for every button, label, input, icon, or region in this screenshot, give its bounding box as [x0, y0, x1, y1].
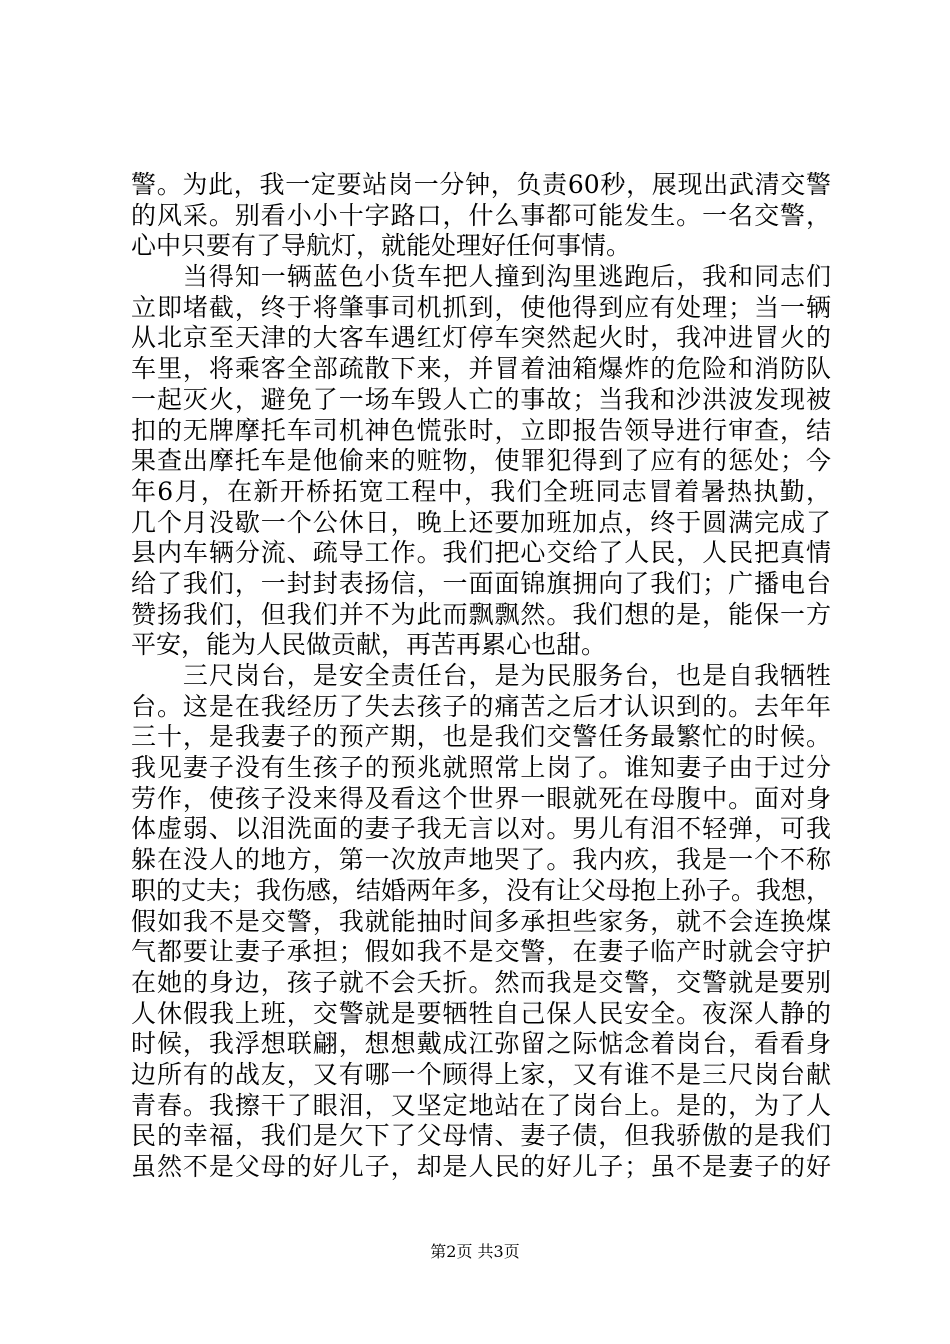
text-line: 扣的无牌摩托车司机神色慌张时，立即报告领导进行审查，结	[131, 415, 831, 445]
text-line: 三尺岗台，是安全责任台，是为民服务台，也是自我牺牲	[131, 661, 831, 690]
text-line: 心中只要有了导航灯，就能处理好任何事情。	[131, 231, 632, 261]
text-line: 人休假我上班，交警就是要牺牲自己保人民安全。夜深人静的	[131, 998, 831, 1028]
text-line: 平安，能为人民做贡献，再苦再累心也甜。	[131, 630, 607, 660]
text-line: 青春。我擦干了眼泪，又坚定地站在了岗台上。是的，为了人	[131, 1090, 831, 1120]
text-line: 从北京至天津的大客车遇红灯停车突然起火时，我冲进冒火的	[131, 323, 831, 353]
text-line: 虽然不是父母的好儿子，却是人民的好儿子；虽不是妻子的好	[131, 1152, 831, 1181]
text-line: 三十，是我妻子的预产期，也是我们交警任务最繁忙的时候。	[131, 722, 831, 752]
text-line: 我见妻子没有生孩子的预兆就照常上岗了。谁知妻子由于过分	[131, 753, 831, 783]
text-line: 车里，将乘客全部疏散下来，并冒着油箱爆炸的危险和消防队	[131, 354, 831, 384]
text-line: 果查出摩托车是他偷来的赃物，使罪犯得到了应有的惩处；今	[131, 446, 831, 476]
text-line: 气都要让妻子承担；假如我不是交警，在妻子临产时就会守护	[131, 937, 831, 967]
text-line: 劳作，使孩子没来得及看这个世界一眼就死在母腹中。面对身	[131, 783, 831, 813]
text-line: 年6月，在新开桥拓宽工程中，我们全班同志冒着暑热执勤，	[131, 476, 831, 506]
text-line: 的风采。别看小小十字路口，什么事都可能发生。一名交警，	[131, 200, 831, 230]
body-text	[131, 170, 831, 1183]
text-line: 在她的身边，孩子就不会夭折。然而我是交警，交警就是要别	[131, 967, 831, 997]
text-line: 台。这是在我经历了失去孩子的痛苦之后才认识到的。去年年	[131, 691, 831, 721]
text-line: 县内车辆分流、疏导工作。我们把心交给了人民，人民把真情	[131, 538, 831, 568]
text-line: 边所有的战友，又有哪一个顾得上家，又有谁不是三尺岗台献	[131, 1059, 831, 1089]
text-line: 给了我们，一封封表扬信，一面面锦旗拥向了我们；广播电台	[131, 568, 831, 598]
text-line: 时候，我浮想联翩，想想戴成江弥留之际惦念着岗台，看看身	[131, 1029, 831, 1059]
text-line: 当得知一辆蓝色小货车把人撞到沟里逃跑后，我和同志们	[131, 262, 831, 292]
text-line: 警。为此，我一定要站岗一分钟，负责60秒，展现出武清交警	[131, 170, 831, 199]
text-line: 假如我不是交警，我就能抽时间多承担些家务，就不会连换煤	[131, 906, 831, 936]
text-line: 民的幸福，我们是欠下了父母情、妻子债，但我骄傲的是我们	[131, 1121, 831, 1151]
text-line: 一起灭火，避免了一场车毁人亡的事故；当我和沙洪波发现被	[131, 384, 831, 414]
text-line: 体虚弱、以泪洗面的妻子我无言以对。男儿有泪不轻弹，可我	[131, 814, 831, 844]
text-line: 赞扬我们，但我们并不为此而飘飘然。我们想的是，能保一方	[131, 599, 831, 629]
text-line: 几个月没歇一个公休日，晚上还要加班加点，终于圆满完成了	[131, 507, 831, 537]
text-line: 立即堵截，终于将肇事司机抓到，使他得到应有处理；当一辆	[131, 292, 831, 322]
text-line: 躲在没人的地方，第一次放声地哭了。我内疚，我是一个不称	[131, 845, 831, 875]
page-number-footer: 第2页 共3页	[430, 1242, 520, 1261]
text-line: 职的丈夫；我伤感，结婚两年多，没有让父母抱上孙子。我想，	[131, 875, 831, 905]
